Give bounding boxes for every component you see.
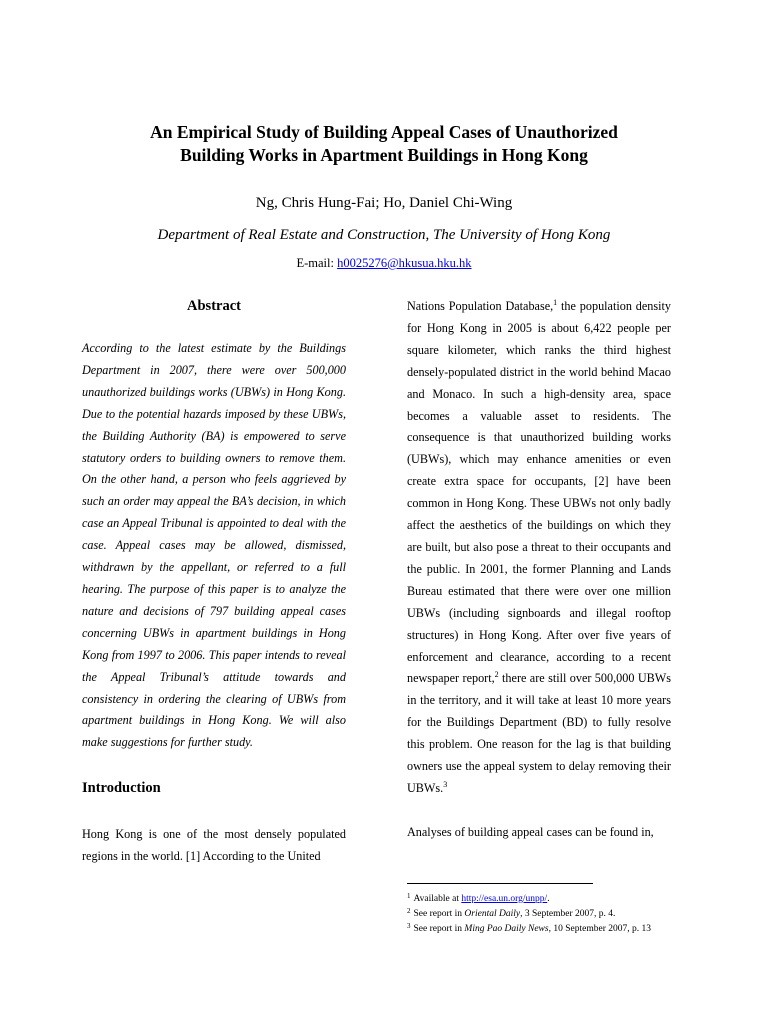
email-link[interactable]: h0025276@hkusua.hku.hk — [337, 256, 472, 270]
abstract-body: According to the latest estimate by the Buildings Department in 2007, there were over 500,000 unauthorized buildings works (UBWs) in Hong Kong. Due to the potential hazards imposed by these UBWs, the Building Authority (BA) is empowered to serve statutory orders to building owners to remove them. On the other hand, a person who feels aggrieved by such an order may appeal the BA’s decision, in which case an Appeal Tribunal is appointed to deal with the case. Appeal cases may be allowed, dismissed, withdrawn by the appellant, or referred to a full hearing. The purpose of this paper is to analyze the nature and decisions of 797 building appeal cases concerning UBWs in apartment buildings in Hong Kong from 1997 to 2006. This paper intends to reveal the Appeal Tribunal’s attitude towards and consistency in ordering the clearing of UBWs from apartment buildings in Hong Kong. We will also make suggestions for further study. — [82, 341, 346, 750]
affiliation: Department of Real Estate and Construction, The University of Hong Kong — [157, 227, 611, 243]
body-paragraph — [407, 296, 671, 800]
footnote-ref-2[interactable]: 2 — [494, 670, 499, 680]
body-text-segment: there are still over 500,000 UBWs in the territory, and it will take at least 10 more years for the Buildings Department (BD) to fully resolve this problem. One reason for the lag is that building owners use the appeal system to delay removing their UBWs. — [407, 671, 671, 795]
footnote-ref-3[interactable]: 3 — [443, 779, 448, 789]
footnote-3 — [407, 920, 677, 935]
email-line — [80, 254, 688, 272]
footnote-number: 3 — [407, 922, 411, 930]
footnote-1 — [407, 890, 677, 905]
footnote-source: Ming Pao Daily News — [464, 924, 549, 934]
footnote-text: , 10 September 2007, p. 13 — [548, 924, 651, 934]
introduction-heading: Introduction — [82, 780, 161, 797]
footnote-text: Available at — [413, 894, 462, 904]
footnote-text: . — [547, 894, 550, 904]
title-line-1: An Empirical Study of Building Appeal Cases of Unauthorized — [150, 122, 618, 142]
footnote-text: , 3 September 2007, p. 4. — [520, 909, 616, 919]
footnote-2 — [407, 905, 677, 920]
footnotes — [407, 890, 677, 935]
footnote-number: 1 — [407, 892, 411, 900]
footnote-text: See report in — [413, 909, 465, 919]
footnote-number: 2 — [407, 907, 411, 915]
body-text-segment: the population density for Hong Kong in 2005 is about 6,422 people per square kilometer, which ranks the third highest densely-populated district in the world behind Macao and Monaco. In such a high-density area, space becomes a valuable asset to residents. The consequence is that unauthorized building works (UBWs), which may enhance amenities or even create extra space for occupants, [2] have been common in Hong Kong. These UBWs not only badly affect the aesthetics of the buildings on which they are built, but also pose a threat to their occupants and the public. In 2001, the former Planning and Lands Bureau estimated that there were over one million UBWs (including signboards and illegal rooftop structures) in Hong Kong. After over five years of enforcement and clearance, according to a recent newspaper report, — [407, 299, 671, 686]
body-paragraph: Analyses of building appeal cases can be found in, — [407, 824, 654, 839]
footnote-text: See report in — [413, 924, 465, 934]
footnote-source: Oriental Daily — [464, 909, 521, 919]
abstract-heading: Abstract — [187, 298, 241, 314]
left-column — [82, 296, 346, 868]
title-line-2: Building Works in Apartment Buildings in Hong Kong — [180, 145, 588, 165]
author-list: Ng, Chris Hung-Fai; Ho, Daniel Chi-Wing — [255, 195, 513, 211]
introduction-body: Hong Kong is one of the most densely populated regions in the world. [1] According to the United — [82, 827, 346, 864]
footnote-link[interactable]: http://esa.un.org/unpp/ — [461, 894, 548, 904]
footnote-divider — [407, 883, 593, 884]
right-column — [407, 296, 671, 844]
body-text-segment: Nations Population Database, — [407, 299, 554, 313]
paper-title — [80, 121, 688, 167]
footnote-ref-1[interactable]: 1 — [553, 298, 558, 307]
email-label: E-mail: — [296, 256, 338, 270]
